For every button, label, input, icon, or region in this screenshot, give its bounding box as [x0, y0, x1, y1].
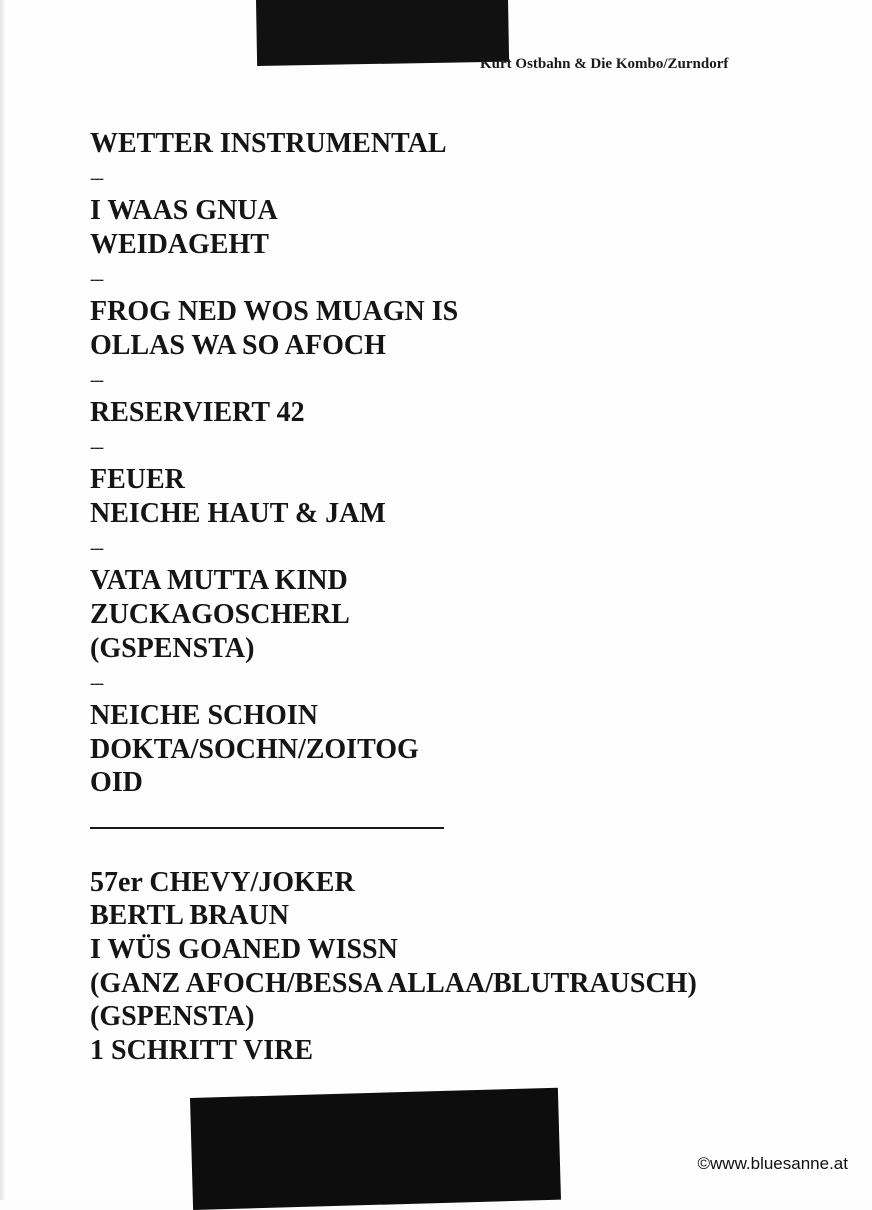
black-tape-bottom	[190, 1088, 561, 1210]
separator: ---	[90, 439, 103, 456]
song-title: OLLAS WA SO AFOCH	[90, 330, 386, 361]
encore-divider	[90, 827, 444, 829]
encore-song: (GANZ AFOCH/BESSA ALLAA/BLUTRAUSCH)	[90, 968, 697, 999]
encore-song: 57er CHEVY/JOKER	[90, 867, 355, 898]
encore-song: (GSPENSTA)	[90, 1001, 255, 1032]
song-title: ZUCKAGOSCHERL	[90, 599, 350, 630]
song-title: NEICHE SCHOIN	[90, 700, 318, 731]
song-title: FROG NED WOS MUAGN IS	[90, 296, 459, 327]
paper-edge	[0, 0, 6, 1200]
encore-song: BERTL BRAUN	[90, 900, 289, 931]
song-title: FEUER	[90, 464, 185, 495]
song-title: NEICHE HAUT & JAM	[90, 498, 386, 529]
separator: ---	[90, 675, 103, 692]
header-band-venue: Kurt Ostbahn & Die Kombo/Zurndorf	[480, 56, 729, 72]
separator: ---	[90, 170, 103, 187]
song-title: (GSPENSTA)	[90, 633, 255, 664]
song-title: DOKTA/SOCHN/ZOITOG	[90, 734, 419, 765]
black-tape-top	[256, 0, 509, 66]
encore-song: I WÜS GOANED WISSN	[90, 934, 398, 965]
encore-song: 1 SCHRITT VIRE	[90, 1035, 314, 1066]
separator: ---	[90, 372, 103, 389]
song-title: I WAAS GNUA	[90, 195, 278, 226]
copyright-credit: ©www.bluesanne.at	[697, 1154, 848, 1173]
song-title: VATA MUTTA KIND	[90, 565, 348, 596]
separator: ---	[90, 271, 103, 288]
song-title: WETTER INSTRUMENTAL	[90, 128, 447, 159]
song-title: RESERVIERT 42	[90, 397, 305, 428]
separator: ---	[90, 540, 103, 557]
song-title: OID	[90, 767, 143, 798]
song-title: WEIDAGEHT	[90, 229, 269, 260]
